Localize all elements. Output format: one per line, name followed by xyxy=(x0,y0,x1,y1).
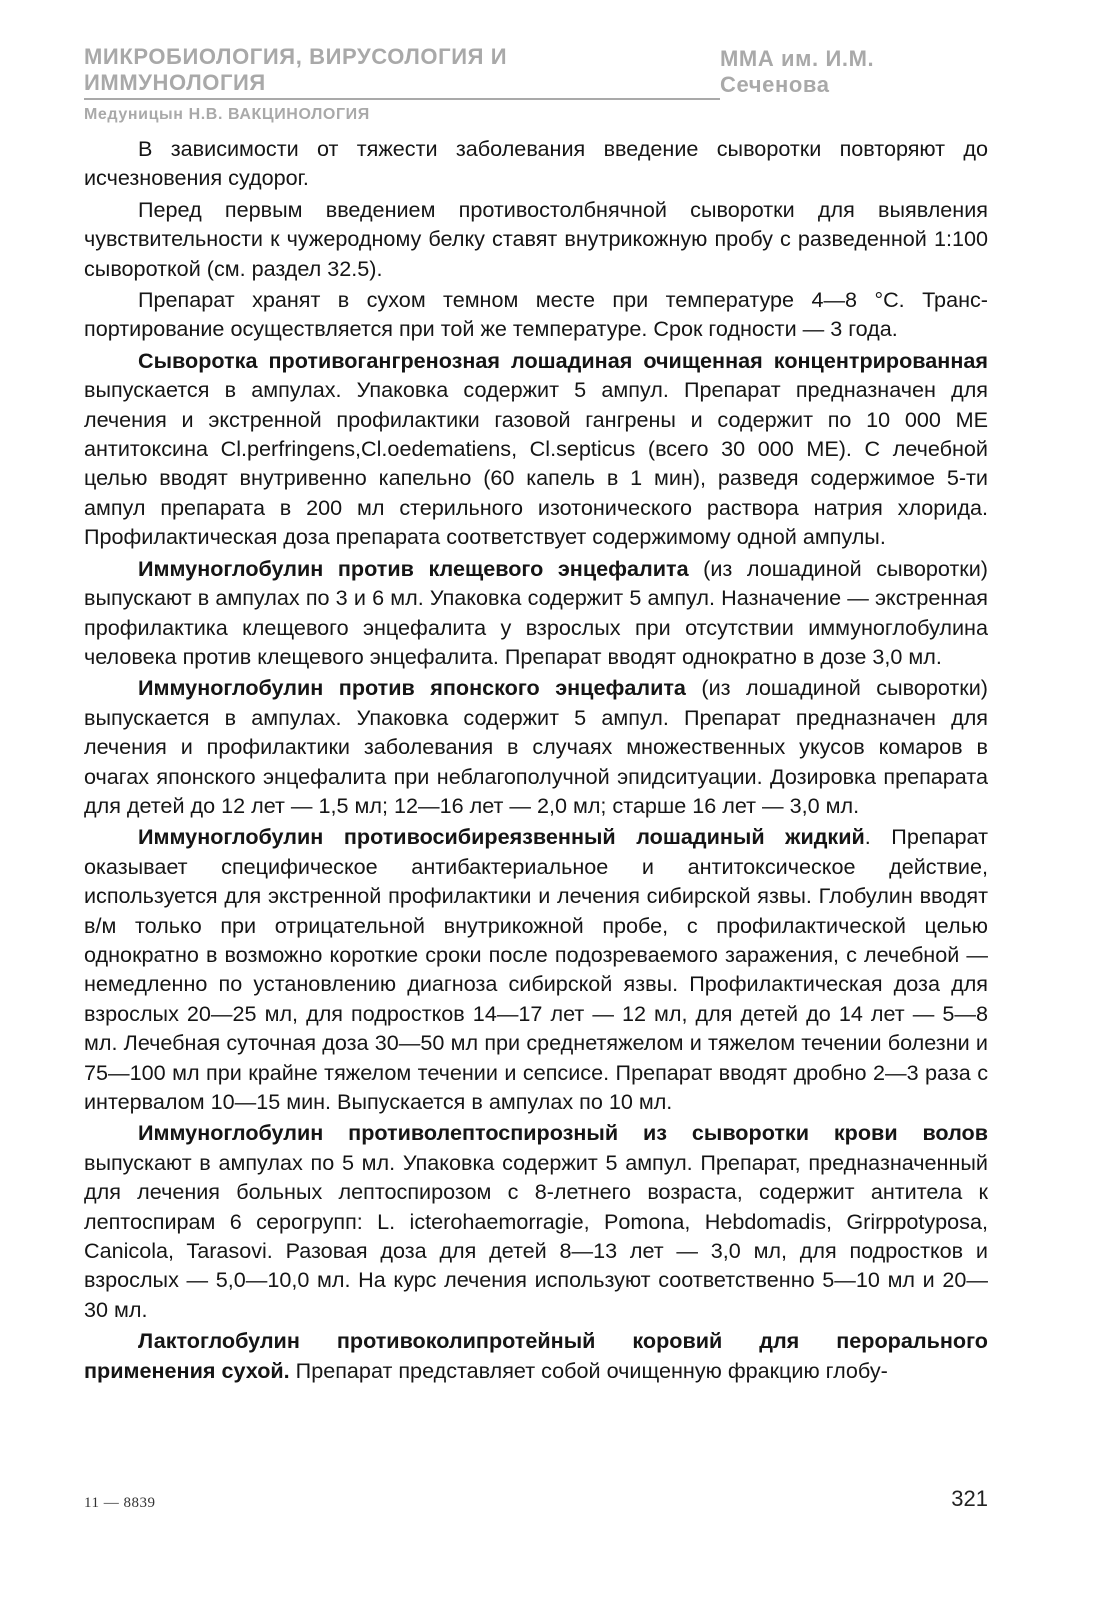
paragraph-heading: Иммуноглобулин против японского энцефалита xyxy=(138,675,686,701)
header-course-title: МИКРОБИОЛОГИЯ, ВИРУСОЛОГИЯ И ИММУНОЛОГИЯ xyxy=(84,44,720,100)
paragraph xyxy=(84,822,988,1116)
paragraph-text: Препарат представляет собой очищенную фракцию глобу- xyxy=(289,1357,888,1383)
paragraph-text: выпускают в ампулах по 5 мл. Упаковка содержит 5 ампул. Препарат, предназначенный для лечения больных лептоспирозом с 8-летнего возраста, содержит антитела к лептоспирам 6 серогрупп: L. icterohaemorragie, Pomona, Hebdomadis, Grirppotyposa, Canicola, Tarasovi. Разовая доза для детей 8—13 лет — 3,0 мл, для подростков и взрослых — 5,0—10,0 мл. На курс лечения используют соответственно 5—10 мл и 20—30 мл. xyxy=(84,1149,988,1322)
paragraph-text: Препарат хранят в сухом темном месте при температуре 4—8 °С. Транспортирование осуществляется при той же температуре. Срок годности — 3 года. xyxy=(84,287,988,342)
header-row xyxy=(84,44,988,100)
paragraph-heading: Иммуноглобулин против клещевого энцефалита xyxy=(138,555,689,581)
page-footer xyxy=(84,1486,988,1512)
paragraph xyxy=(84,554,988,672)
paragraph-heading: Иммуноглобулин противолептоспирозный из сыворотки крови волов xyxy=(138,1120,988,1146)
paragraph-text: Перед первым введением противостолбнячной сыворотки для выявления чувствительности к чужеродному белку ставят внутрикожную пробу с разведенной 1:100 сывороткой (см. раздел 32.5). xyxy=(84,196,988,281)
paragraph-text: (из лошадиной сыворотки) выпускается в ампулах. Упаковка содержит 5 ампул. Препарат предназначен для лечения и профилактики заболевания в случаях множественных укусов комаров в очагах японского энцефалита при неблагополучной эпидситуации. Дозировка препарата для детей до 12 лет — 1,5 мл; 12—16 лет — 2,0 мл; старше 16 лет — 3,0 мл. xyxy=(84,675,988,818)
paragraph xyxy=(84,1118,988,1324)
paragraph xyxy=(84,195,988,283)
header-book-title: Медуницын Н.В. ВАКЦИНОЛОГИЯ xyxy=(84,106,370,123)
paragraph xyxy=(84,346,988,552)
printer-signature: 11 — 8839 xyxy=(84,1495,156,1511)
paragraph xyxy=(84,673,988,820)
page-number: 321 xyxy=(951,1486,988,1511)
running-header xyxy=(84,44,988,124)
paragraph xyxy=(84,285,988,344)
header-institution: ММА им. И.М. Сеченова xyxy=(720,46,875,97)
paragraph-heading: Лактоглобулин противоколипротейный коровий для перорального применения сухой. xyxy=(84,1328,988,1383)
paragraph-heading: Иммуноглобулин противосибиреязвенный лошадиный жидкий xyxy=(138,824,865,850)
page-body xyxy=(84,134,988,1387)
paragraph-text: . Препарат оказывает специфическое антибактериальное и антитоксическое действие, используется для экстренной профилактики и лечения сибирской язвы. Глобулин вводят в/м только при отрицательной внутрикожной пробе, с профилактической целью однократно в возможно короткие сроки после подозреваемого заражения, с лечебной — немедленно по установлению диагноза сибирской язвы. Профилактическая доза для взрослых 20—25 мл, для подростков 14—17 лет — 12 мл, для детей до 14 лет — 5—8 мл. Лечебная суточная доза 30—50 мл при среднетяжелом и тяжелом течении болезни и 75—100 мл при крайне тяжелом течении и сепсисе. Препарат вводят дробно 2—3 раза с интервалом 10—15 мин. Выпускается в ампулах по 10 мл. xyxy=(84,824,988,1114)
paragraph-text: В зависимости от тяжести заболевания введение сыворотки повторяют до исчезновения судорог. xyxy=(84,136,988,191)
paragraph-heading: Сыворотка противогангренозная лошадиная очищенная концентрированная xyxy=(138,347,988,373)
paragraph-text: выпускается в ампулах. Упаковка содержит 5 ампул. Препарат предназначен для лечения и экстренной профилактики газовой гангрены и содержит по 10 000 МЕ антитоксина Cl.perfringens,Cl.oedematiens, Cl.septicus (всего 30 000 МЕ). С лечебной целью вводят внутривенно капельно (60 капель в 1 мин), разведя содержимое 5-ти ампул препарата в 200 мл стерильного изотонического раствора натрия хлорида. Профилактическая доза препарата соответствует содержимому одной ампулы. xyxy=(84,377,988,550)
paragraph-text: (из лошадиной сыворотки) выпускают в ампулах по 3 и 6 мл. Упаковка содержит 5 ампул. Назначение — экстренная профилактика клещевого энцефалита у взрослых при отсутствии иммуноглобулина человека против клещевого энцефалита. Препарат вводят однократно в дозе 3,0 мл. xyxy=(84,555,988,669)
paragraph xyxy=(84,134,988,193)
paragraph xyxy=(84,1326,988,1385)
